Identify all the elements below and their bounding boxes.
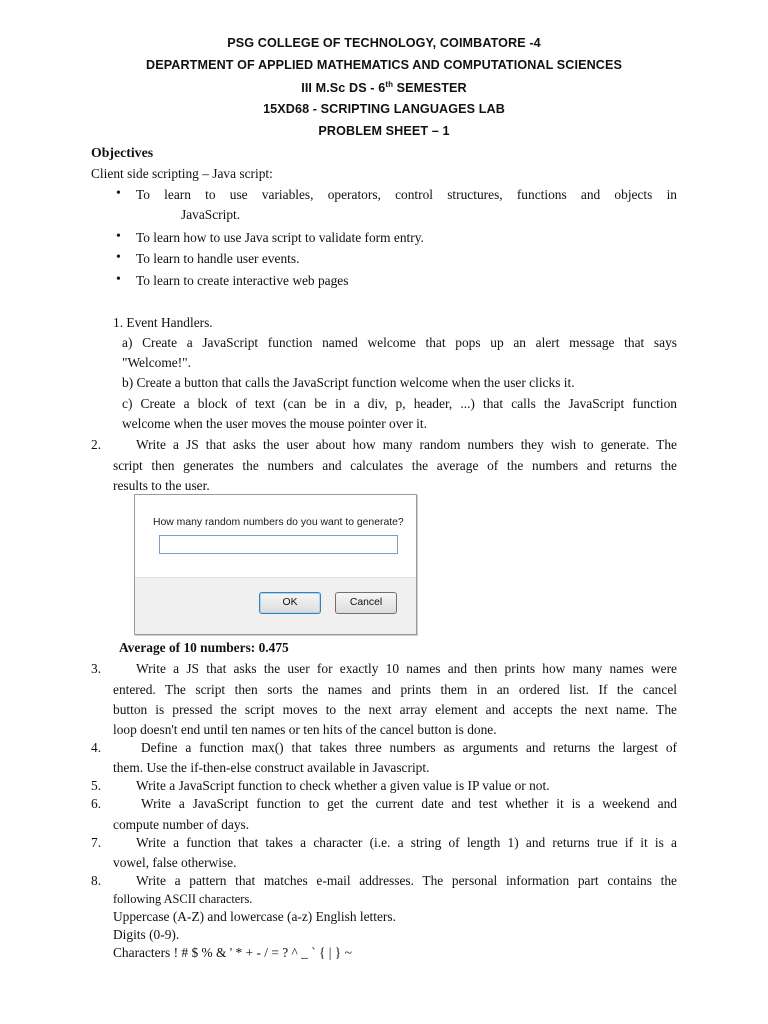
q7-line2: vowel, false otherwise.	[113, 855, 237, 870]
q5-number: 5.	[91, 778, 102, 793]
bullet-icon: •	[116, 186, 121, 201]
q3-line1: Write a JS that asks the user for exactly 10 names and then prints how many names were	[136, 661, 677, 676]
department-name: DEPARTMENT OF APPLIED MATHEMATICS AND COMPUTATIONAL SCIENCES	[146, 58, 622, 72]
program-line	[0, 80, 768, 95]
bullet-icon: •	[116, 229, 121, 244]
objective-item: To learn to create interactive web pages	[136, 273, 349, 288]
q1-a-line1: a) Create a JavaScript function named welcome that pops up an alert message that says	[122, 335, 677, 350]
q8-line3: Uppercase (A-Z) and lowercase (a-z) English letters.	[113, 909, 396, 924]
dialog-prompt-text: How many random numbers do you want to generate?	[153, 517, 404, 528]
q3-number: 3.	[91, 661, 102, 676]
q1-title: 1. Event Handlers.	[113, 315, 213, 330]
program-pre: III M.Sc DS - 6	[301, 81, 386, 96]
q2-number: 2.	[91, 437, 102, 452]
q3-line3: button is pressed the script moves to the next array element and accepts the next name. The	[113, 702, 677, 717]
course-title: 15XD68 - SCRIPTING LANGUAGES LAB	[263, 102, 505, 116]
dialog-ok-button: OK	[259, 592, 321, 614]
objectives-heading: Objectives	[91, 145, 154, 160]
q4-line2: them. Use the if-then-else construct available in Javascript.	[113, 760, 430, 775]
q8-number: 8.	[91, 873, 102, 888]
q1-b: b) Create a button that calls the JavaScript function welcome when the user clicks it.	[122, 375, 575, 390]
q2-line2: script then generates the numbers and calculates the average of the numbers and returns the	[113, 458, 677, 473]
q8-line4: Digits (0-9).	[113, 927, 180, 942]
q8-line2: following ASCII characters.	[113, 892, 253, 906]
objective-item-continued: JavaScript.	[181, 207, 241, 222]
q4-line1: Define a function max() that takes three numbers as arguments and returns the largest of	[141, 740, 677, 755]
dialog-cancel-button: Cancel	[335, 592, 397, 614]
objectives-intro: Client side scripting – Java script:	[91, 166, 273, 181]
prompt-dialog-image	[134, 494, 417, 635]
dialog-input-field	[159, 535, 398, 554]
q7-line1: Write a function that takes a character (i.e. a string of length 1) and returns true if it is a	[136, 835, 677, 850]
program-sup: th	[385, 80, 394, 89]
q1-c-line1: c) Create a block of text (can be in a div, p, header, ...) that calls the JavaScript function	[122, 396, 677, 411]
q6-number: 6.	[91, 796, 102, 811]
q4-number: 4.	[91, 740, 102, 755]
q2-result: Average of 10 numbers: 0.475	[119, 640, 289, 655]
q1-a-line2: "Welcome!".	[122, 355, 191, 370]
objective-item: To learn to use variables, operators, control structures, functions and objects in	[136, 187, 677, 202]
q8-line1: Write a pattern that matches e-mail addresses. The personal information part contains the	[136, 873, 677, 888]
sheet-title: PROBLEM SHEET – 1	[318, 124, 450, 138]
q5-line1: Write a JavaScript function to check whether a given value is IP value or not.	[136, 778, 550, 793]
objective-item: To learn to handle user events.	[136, 251, 300, 266]
q6-line1: Write a JavaScript function to get the current date and test whether it is a weekend and	[141, 796, 677, 811]
bullet-icon: •	[116, 250, 121, 265]
q3-line2: entered. The script then sorts the names and prints them in an ordered list. If the cancel	[113, 682, 677, 697]
q6-line2: compute number of days.	[113, 817, 250, 832]
q8-line5: Characters ! # $ % & ' * + - / = ? ^ _ ` { | } ~	[113, 945, 352, 960]
program-post: SEMESTER	[393, 81, 467, 96]
objective-item: To learn how to use Java script to validate form entry.	[136, 230, 424, 245]
q3-line4: loop doesn't end until ten names or ten hits of the cancel button is done.	[113, 722, 497, 737]
q2-line3: results to the user.	[113, 478, 210, 493]
q1-c-line2: welcome when the user moves the mouse pointer over it.	[122, 416, 427, 431]
college-name: PSG COLLEGE OF TECHNOLOGY, COIMBATORE -4	[227, 36, 541, 50]
q2-line1: Write a JS that asks the user about how many random numbers they wish to generate. The	[136, 437, 677, 452]
q7-number: 7.	[91, 835, 102, 850]
bullet-icon: •	[116, 272, 121, 287]
